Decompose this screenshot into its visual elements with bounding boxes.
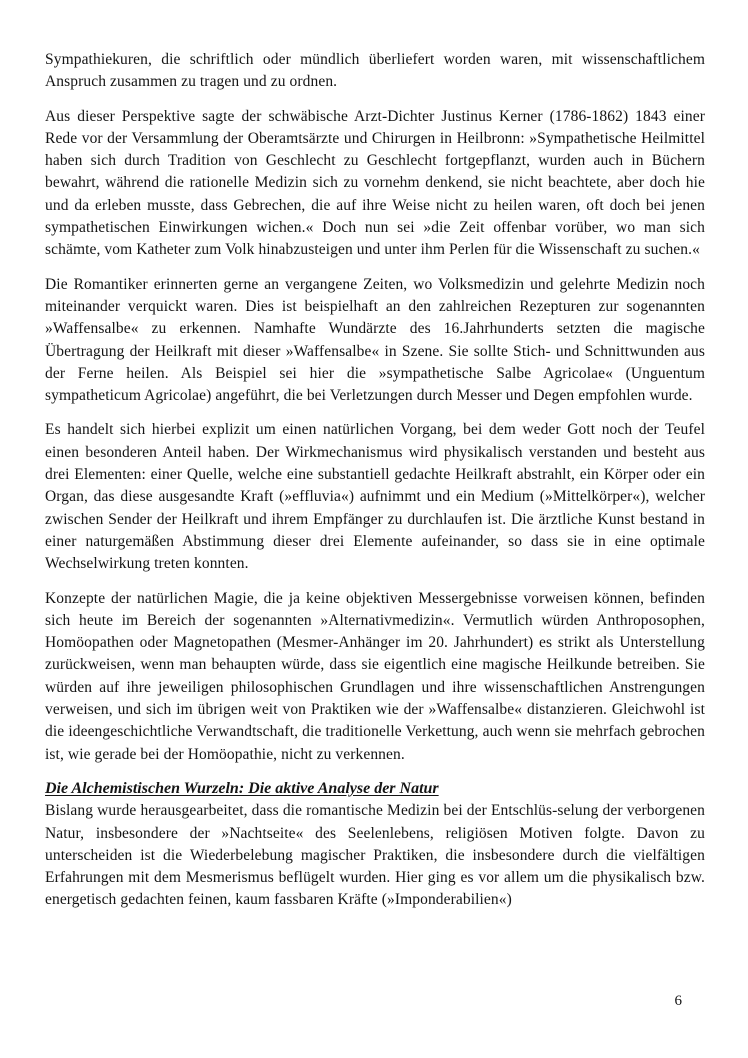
- paragraph: Konzepte der natürlichen Magie, die ja keine objektiven Messergebnisse vorweisen können, befinden sich heute im Bereich der sogenannten »Alternativmedizin«. Vermutlich würden Anthroposophen, Homöopathen oder Magnetopathen (Mesmer-Anhänger im 20. Jahrhundert) es strikt als Unterstellung zurückweisen, wenn man behaupten würde, dass sie eigentlich eine magische Heilkunde betreiben. Sie würden auf ihre jeweiligen philosophischen Grundlagen und ihre wissenschaftlichen Anstrengungen verweisen, und sich im übrigen weit von Praktiken wie der »Waffensalbe« distanzieren. Gleichwohl ist die ideengeschichtliche Verwandtschaft, die traditionelle Verkettung, auch wenn sie mehrfach gebrochen ist, wie gerade bei der Homöopathie, nicht zu verkennen.: [45, 589, 705, 763]
- page-content: [45, 49, 705, 912]
- paragraph: Sympathiekuren, die schriftlich oder mündlich überliefert worden waren, mit wissenschaftlichem Anspruch zusammen zu tragen und zu ordnen.: [45, 51, 705, 91]
- paragraph: Die Romantiker erinnerten gerne an vergangene Zeiten, wo Volksmedizin und gelehrte Medizin noch miteinander verquickt waren. Dies ist beispielhaft an den zahlreichen Rezepturen zur sogenannten »Waffensalbe« zu erkennen. Namhafte Wundärzte des 16.Jahrhunderts setzten die magische Übertragung der Heilkraft mit dieser »Waffensalbe« in Szene. Sie sollte Stich- und Schnittwunden aus der Ferne heilen. Als Beispiel sei hier die »sympathetische Salbe Agricolae« (Unguentum sympatheticum Agricolae) angeführt, die bei Verletzungen durch Messer und Degen empfohlen wurde.: [45, 275, 705, 405]
- section-heading: Die Alchemistischen Wurzeln: Die aktive Analyse der Natur: [45, 779, 439, 797]
- page-number: 6: [674, 993, 682, 1009]
- paragraph: Aus dieser Perspektive sagte der schwäbische Arzt-Dichter Justinus Kerner (1786-1862) 1843 einer Rede vor der Versammlung der Oberamtsärzte und Chirurgen in Heilbronn: »Sympathetische Heilmittel haben sich durch Tradition von Geschlecht zu Geschlecht fortgepflanzt, wurden auch in Büchern bewahrt, während die rationelle Medizin sich zu vornehm denkend, sie nicht beachtete, aber doch hie und da erleben musste, dass Gebrechen, die auf ihre Weise nicht zu heilen waren, oft doch bei jenen sympathetischen Einwirkungen wichen.« Doch nun sei »die Zeit offenbar vorüber, wo man sich schämte, vom Katheter zum Volk hinabzusteigen und unter ihm Perlen für die Wissenschaft zu suchen.«: [45, 107, 705, 259]
- paragraph: Bislang wurde herausgearbeitet, dass die romantische Medizin bei der Entschlüs-selung der verborgenen Natur, insbesondere der »Nachtseite« des Seelenlebens, religiösen Motiven folgte. Davon zu unterscheiden ist die Wiederbelebung magischer Praktiken, die insbesondere durch die vielfältigen Erfahrungen mit dem Mesmerismus beflügelt wurden. Hier ging es vor allem um die physikalisch bzw. energetisch gedachten feinen, kaum fassbaren Kräfte (»Imponderabilien«): [45, 802, 705, 909]
- paragraph: Es handelt sich hierbei explizit um einen natürlichen Vorgang, bei dem weder Gott noch der Teufel einen besonderen Anteil haben. Der Wirkmechanismus wird physikalisch verstanden und besteht aus drei Elementen: einer Quelle, welche eine substantiell gedachte Heilkraft abstrahlt, ein Körper oder ein Organ, das diese ausgesandte Kraft (»effluvia«) aufnimmt und ein Medium (»Mittelkörper«), welcher zwischen Sender der Heilkraft und ihrem Empfänger zu durchlaufen ist. Die ärztliche Kunst bestand in einer naturgemäßen Abstimmung dieser drei Elemente aufeinander, so dass sie in eine optimale Wechselwirkung treten konnten.: [45, 421, 705, 573]
